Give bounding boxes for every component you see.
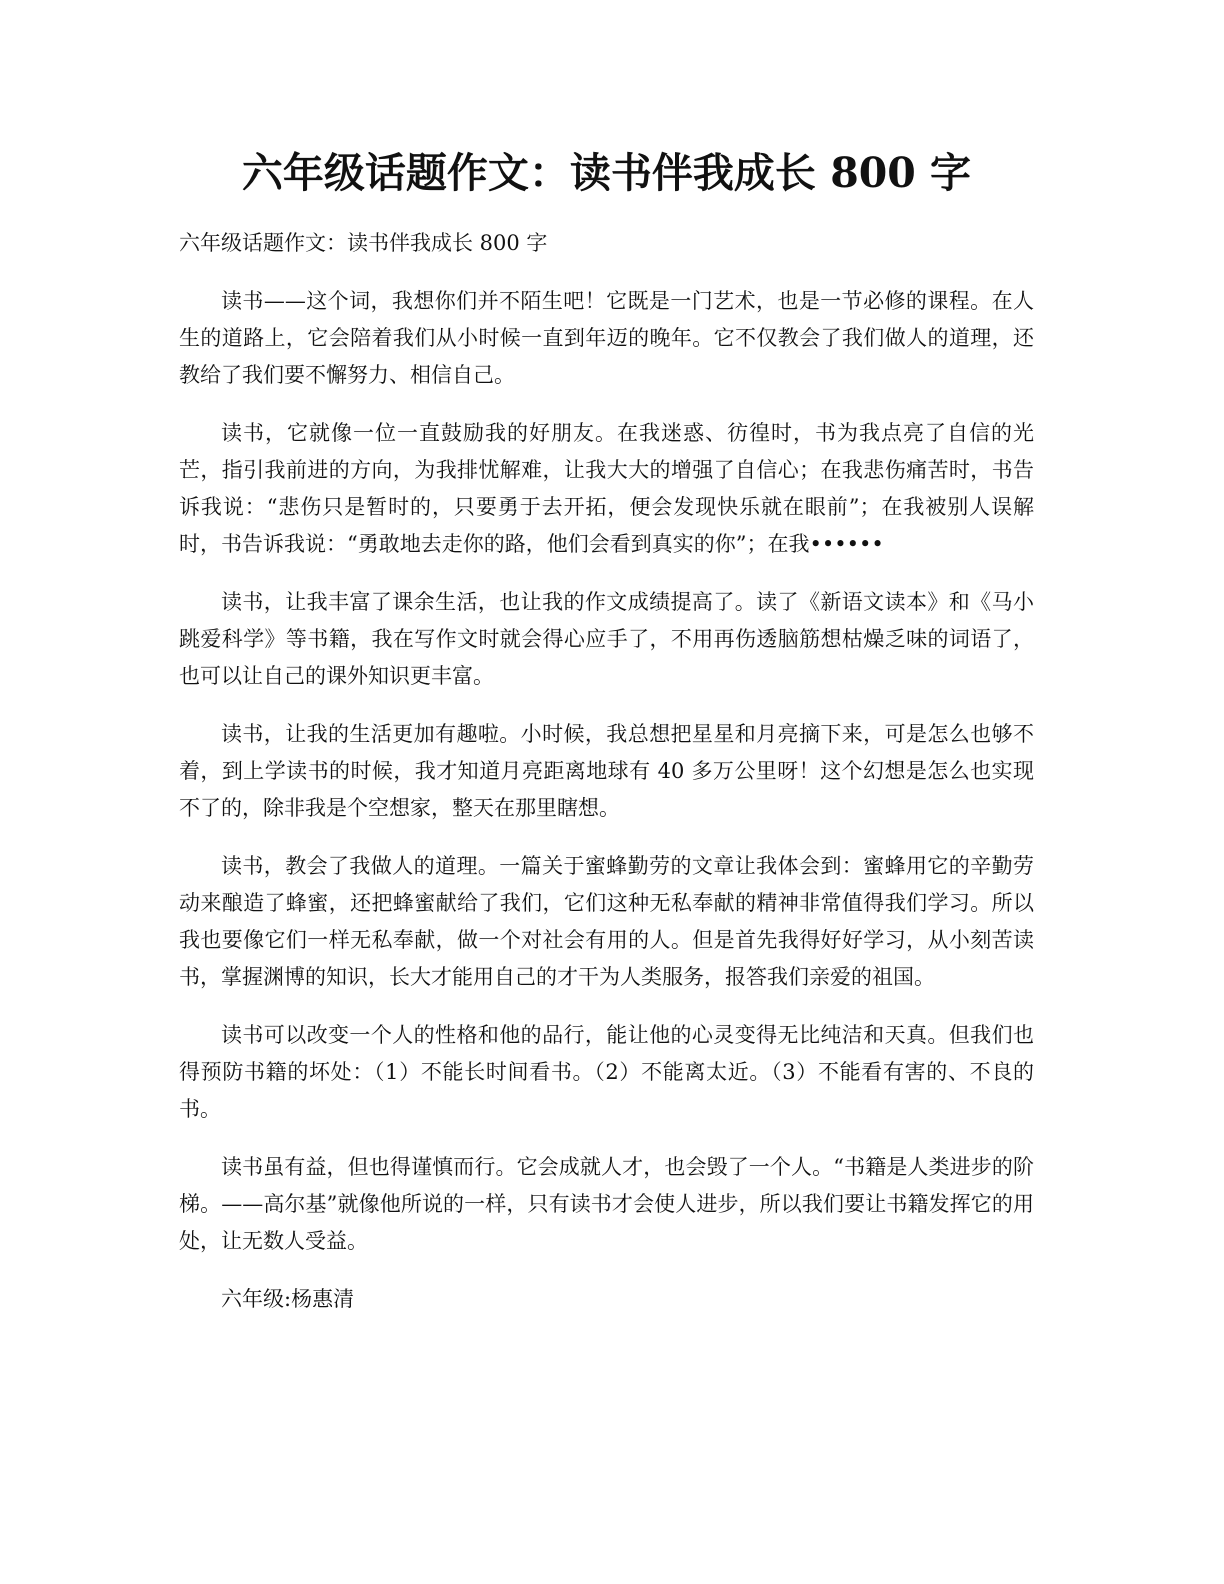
paragraph-4: 读书，让我的生活更加有趣啦。小时候，我总想把星星和月亮摘下来，可是怎么也够不着，到上学读书的时候，我才知道月亮距离地球有 40 多万公里呀！这个幻想是怎么也实现不了的，除非我是个空想家，整天在那里瞎想。 [179,722,1034,820]
paragraph-5: 读书，教会了我做人的道理。一篇关于蜜蜂勤劳的文章让我体会到：蜜蜂用它的辛勤劳动来酿造了蜂蜜，还把蜂蜜献给了我们，它们这种无私奉献的精神非常值得我们学习。所以我也要像它们一样无私奉献，做一个对社会有用的人。但是首先我得好好学习，从小刻苦读书，掌握渊博的知识，长大才能用自己的才干为人类服务，报答我们亲爱的祖国。 [179,854,1034,989]
author-signature: 六年级:杨惠清 [221,1287,355,1311]
document-subtitle: 六年级话题作文：读书伴我成长 800 字 [179,231,548,255]
document-title: 六年级话题作文：读书伴我成长 800 字 [241,149,972,197]
paragraph-6: 读书可以改变一个人的性格和他的品行，能让他的心灵变得无比纯洁和天真。但我们也得预防书籍的坏处：（1）不能长时间看书。（2）不能离太近。（3）不能看有害的、不良的书。 [179,1023,1034,1121]
paragraph-7: 读书虽有益，但也得谨慎而行。它会成就人才，也会毁了一个人。“书籍是人类进步的阶梯。——高尔基”就像他所说的一样，只有读书才会使人进步，所以我们要让书籍发挥它的用处，让无数人受益。 [179,1155,1034,1253]
paragraph-1: 读书——这个词，我想你们并不陌生吧！它既是一门艺术，也是一节必修的课程。在人生的道路上，它会陪着我们从小时候一直到年迈的晚年。它不仅教会了我们做人的道理，还教给了我们要不懈努力、相信自己。 [179,289,1034,387]
paragraph-3: 读书，让我丰富了课余生活，也让我的作文成绩提高了。读了《新语文读本》和《马小跳爱科学》等书籍，我在写作文时就会得心应手了，不用再伤透脑筋想枯燥乏味的词语了，也可以让自己的课外知识更丰富。 [179,590,1034,688]
paragraph-2: 读书，它就像一位一直鼓励我的好朋友。在我迷惑、彷徨时，书为我点亮了自信的光芒，指引我前进的方向，为我排忧解难，让我大大的增强了自信心；在我悲伤痛苦时，书告诉我说：“悲伤只是暂时的，只要勇于去开拓，便会发现快乐就在眼前”；在我被别人误解时，书告诉我说：“勇敢地去走你的路，他们会看到真实的你”；在我•••••• [179,421,1034,556]
